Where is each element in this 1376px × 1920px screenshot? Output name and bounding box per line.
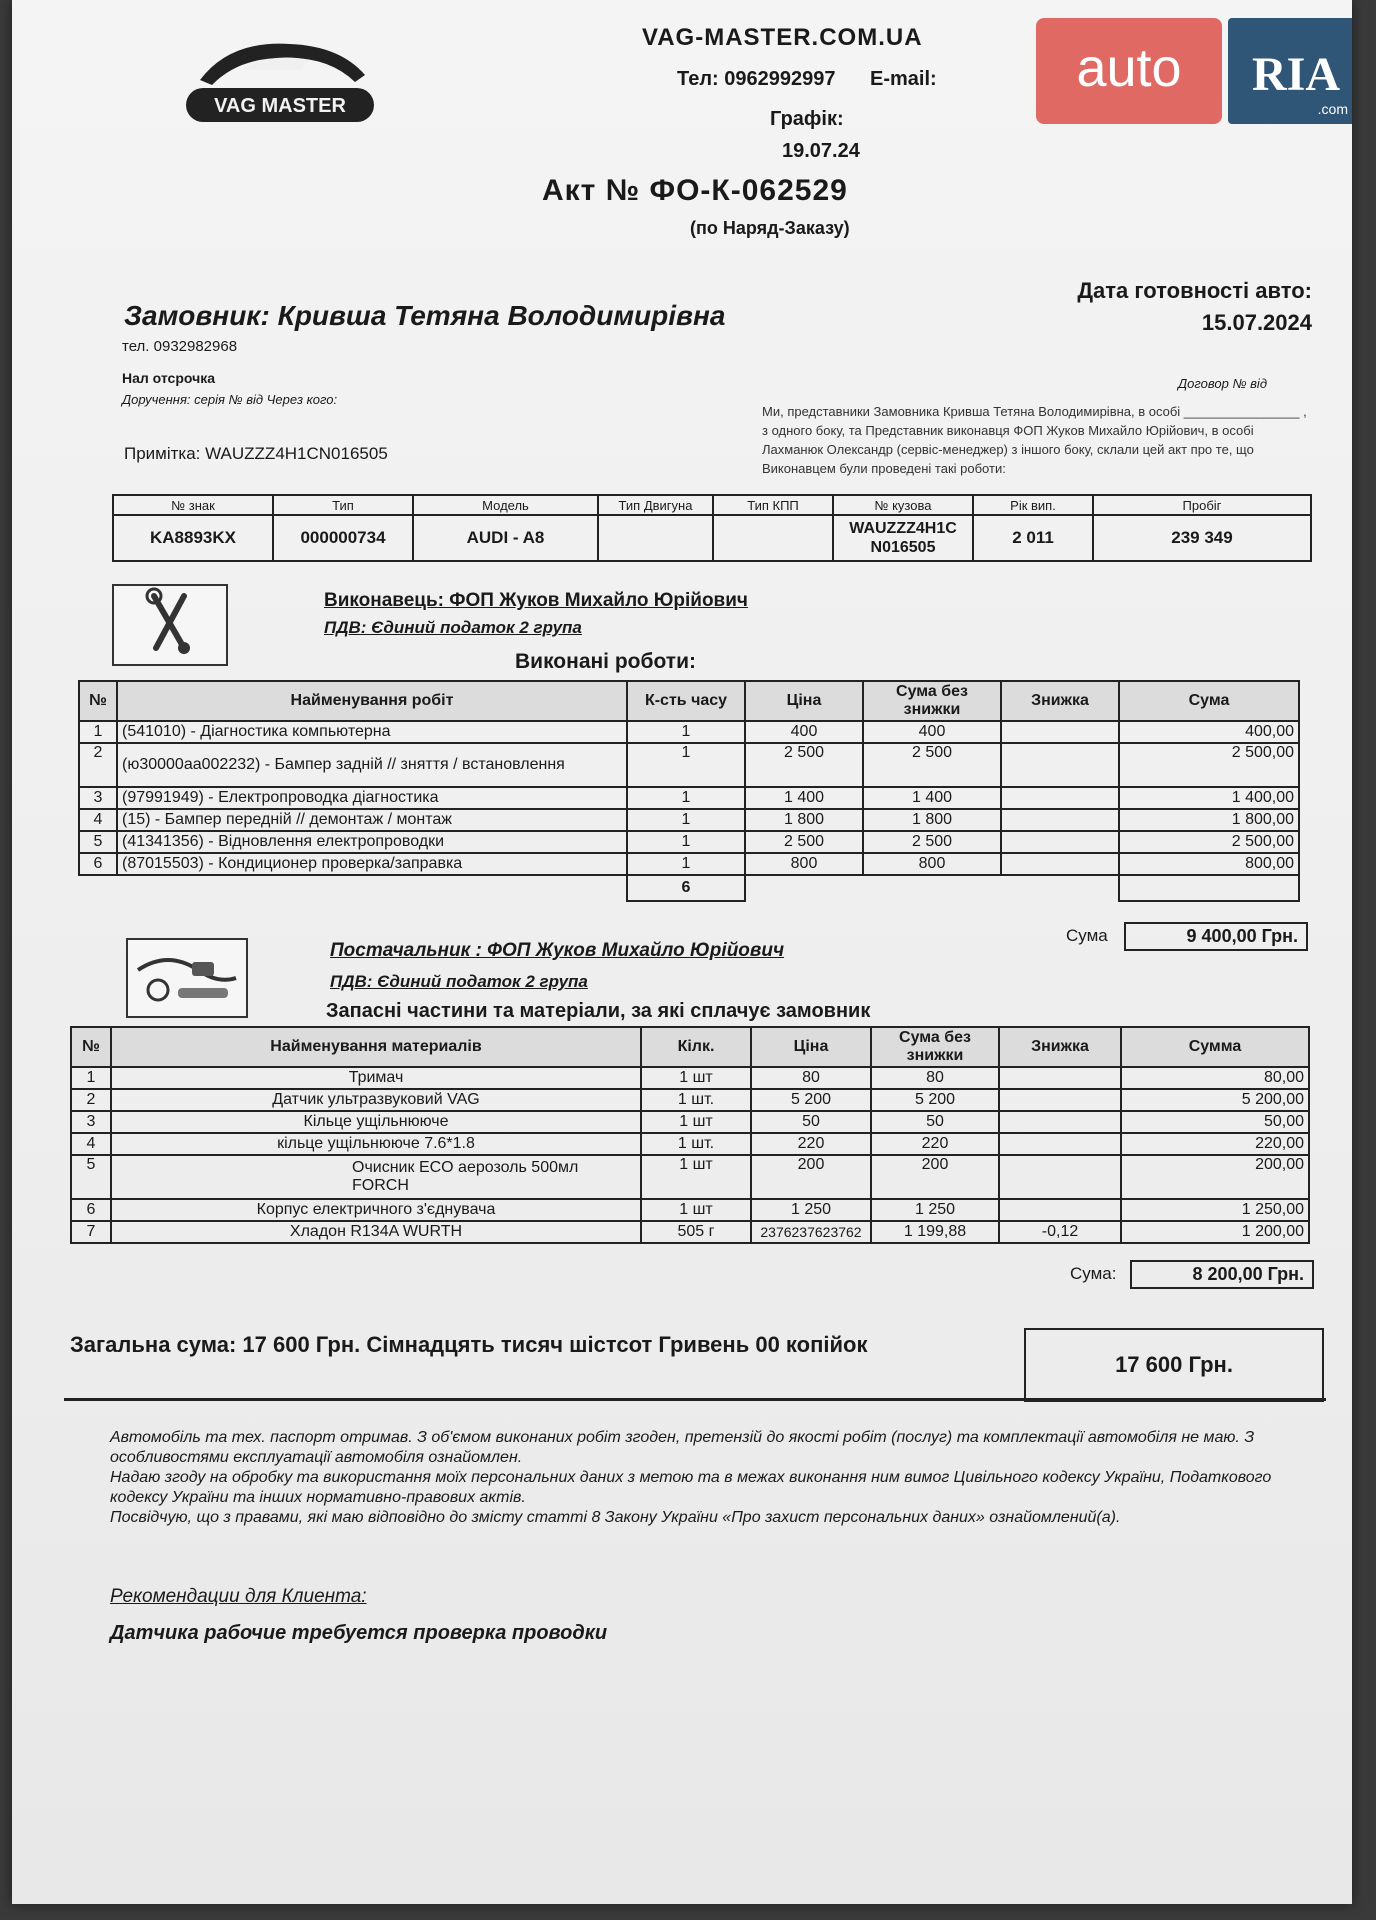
work-hours: 1 xyxy=(627,743,745,787)
row-number: 4 xyxy=(71,1133,111,1155)
works-header: Ціна xyxy=(745,681,863,721)
part-sum-no-discount: 80 xyxy=(871,1067,999,1089)
table-row xyxy=(71,1199,1309,1221)
part-price: 200 xyxy=(751,1155,871,1199)
row-number: 7 xyxy=(71,1221,111,1243)
part-price: 2376237623762 xyxy=(751,1221,871,1243)
works-header: Знижка xyxy=(1001,681,1119,721)
supplier-icon-box xyxy=(126,938,248,1018)
part-name: Корпус електричного з'єднувача xyxy=(111,1199,641,1221)
car-header: Тип КПП xyxy=(713,495,833,515)
phone: Тел: 0962992997 xyxy=(677,68,836,90)
customer-phone: тел. 0932982968 xyxy=(122,338,238,355)
works-sum-label: Сума xyxy=(1066,926,1108,945)
row-number: 2 xyxy=(71,1089,111,1111)
work-price: 400 xyxy=(745,721,863,743)
work-sum-no-discount: 1 800 xyxy=(863,809,1001,831)
part-qty: 1 шт xyxy=(641,1067,751,1089)
part-sum-no-discount: 1 250 xyxy=(871,1199,999,1221)
row-number: 6 xyxy=(71,1199,111,1221)
part-sum: 1 200,00 xyxy=(1121,1221,1309,1243)
part-price: 50 xyxy=(751,1111,871,1133)
table-row xyxy=(79,853,1299,875)
sensor-icon xyxy=(128,940,246,1016)
divider xyxy=(64,1398,1326,1401)
part-name: Тримач xyxy=(111,1067,641,1089)
work-discount xyxy=(1001,721,1119,743)
payment-note: Нал отсрочка xyxy=(122,370,216,386)
part-discount xyxy=(999,1067,1121,1089)
part-sum: 200,00 xyxy=(1121,1155,1309,1199)
row-number: 5 xyxy=(79,831,117,853)
work-discount xyxy=(1001,831,1119,853)
table-row xyxy=(71,1155,1309,1199)
supplier-label: Постачальник : ФОП Жуков Михайло Юрійович xyxy=(330,940,785,961)
recommendations-text: Датчика рабочие требуется проверка проводки xyxy=(110,1622,608,1644)
part-price: 80 xyxy=(751,1067,871,1089)
grand-total-box: 17 600 Грн. xyxy=(1024,1328,1324,1402)
row-number: 2 xyxy=(79,743,117,787)
act-title: Акт № ФО-К-062529 xyxy=(542,174,848,207)
part-sum: 5 200,00 xyxy=(1121,1089,1309,1111)
part-sum-no-discount: 200 xyxy=(871,1155,999,1199)
works-header: Сума xyxy=(1119,681,1299,721)
works-header: Сума без знижки xyxy=(863,681,1001,721)
work-discount xyxy=(1001,809,1119,831)
work-price: 1 800 xyxy=(745,809,863,831)
part-name: кільце ущільнююче 7.6*1.8 xyxy=(111,1133,641,1155)
work-name: (97991949) - Електропроводка діагностика xyxy=(117,787,627,809)
table-row xyxy=(79,743,1299,787)
customer-name: Замовник: Кривша Тетяна Володимирівна xyxy=(124,300,726,331)
site-url: VAG-MASTER.COM.UA xyxy=(642,24,923,51)
vag-master-logo xyxy=(180,30,380,130)
supplier-vat: ПДВ: Єдиний податок 2 група xyxy=(330,972,588,991)
part-price: 220 xyxy=(751,1133,871,1155)
table-row xyxy=(71,1067,1309,1089)
work-name: (15) - Бампер передній // демонтаж / монтаж xyxy=(117,809,627,831)
row-number: 1 xyxy=(79,721,117,743)
parts-header: Сумма xyxy=(1121,1027,1309,1067)
work-sum: 400,00 xyxy=(1119,721,1299,743)
row-number: 1 xyxy=(71,1067,111,1089)
row-number: 3 xyxy=(71,1111,111,1133)
table-row xyxy=(79,721,1299,743)
row-number: 5 xyxy=(71,1155,111,1199)
mandate-line: Доручення: серія № від Через кого: xyxy=(122,392,338,407)
work-sum: 1 400,00 xyxy=(1119,787,1299,809)
parts-title: Запасні частини та матеріали, за які сплачує замовник xyxy=(326,1000,871,1022)
table-row xyxy=(79,831,1299,853)
schedule-label: Графік: xyxy=(770,108,844,130)
works-title: Виконані роботи: xyxy=(515,650,696,673)
part-discount: -0,12 xyxy=(999,1221,1121,1243)
grand-total-label: Загальна сума: 17 600 Грн. Сімнадцять тисяч шістсот Гривень 00 копійок xyxy=(70,1332,868,1357)
part-discount xyxy=(999,1133,1121,1155)
part-sum-no-discount: 50 xyxy=(871,1111,999,1133)
part-sum: 80,00 xyxy=(1121,1067,1309,1089)
autoria-watermark xyxy=(1036,18,1352,126)
car-engine xyxy=(598,515,713,561)
work-sum-no-discount: 400 xyxy=(863,721,1001,743)
work-sum-no-discount: 2 500 xyxy=(863,831,1001,853)
parts-header: Знижка xyxy=(999,1027,1121,1067)
work-price: 1 400 xyxy=(745,787,863,809)
part-qty: 1 шт. xyxy=(641,1089,751,1111)
table-row xyxy=(71,1089,1309,1111)
parts-header: Ціна xyxy=(751,1027,871,1067)
parts-sum-value: 8 200,00 Грн. xyxy=(1130,1260,1314,1289)
part-qty: 1 шт xyxy=(641,1155,751,1199)
part-price: 1 250 xyxy=(751,1199,871,1221)
car-year: 2 011 xyxy=(973,515,1093,561)
work-hours: 1 xyxy=(627,787,745,809)
car-header: Рік вип. xyxy=(973,495,1093,515)
executor-label: Виконавець: ФОП Жуков Михайло Юрійович xyxy=(324,590,748,611)
parts-sum-label: Сума: xyxy=(1070,1264,1117,1283)
disclaimer-line: Надаю згоду на обробку та використання моїх персональних даних з метою та в межах виконання ним вимог Цивільного кодексу України, Податкового кодексу України та інших нормативно-правових актів. xyxy=(110,1469,1272,1506)
wrench-icon xyxy=(114,586,226,664)
work-name: (ю30000аа002232) - Бампер задній // зняття / встановлення xyxy=(117,743,627,787)
part-name: Датчик ультразвуковий VAG xyxy=(111,1089,641,1111)
part-sum-no-discount: 1 199,88 xyxy=(871,1221,999,1243)
disclaimer xyxy=(110,1428,1330,1528)
work-price: 2 500 xyxy=(745,831,863,853)
total-hours: 6 xyxy=(627,875,745,901)
executor-vat: ПДВ: Єдиний податок 2 група xyxy=(324,618,582,637)
car-model: AUDI - A8 xyxy=(413,515,598,561)
work-hours: 1 xyxy=(627,721,745,743)
parts-header: Сума без знижки xyxy=(871,1027,999,1067)
svg-text:auto: auto xyxy=(1076,38,1182,98)
row-number: 3 xyxy=(79,787,117,809)
works-header: № xyxy=(79,681,117,721)
email-label: E-mail: xyxy=(870,68,937,90)
work-price: 800 xyxy=(745,853,863,875)
part-discount xyxy=(999,1089,1121,1111)
work-hours: 1 xyxy=(627,831,745,853)
svg-text:RIA: RIA xyxy=(1251,48,1341,101)
contract-line: Договор № від xyxy=(1178,376,1268,391)
work-sum: 1 800,00 xyxy=(1119,809,1299,831)
work-discount xyxy=(1001,787,1119,809)
car-plate: KA8893KX xyxy=(113,515,273,561)
work-sum: 2 500,00 xyxy=(1119,831,1299,853)
works-sum-value: 9 400,00 Грн. xyxy=(1124,922,1308,951)
table-row xyxy=(79,787,1299,809)
car-body-number: WAUZZZ4H1C N016505 xyxy=(833,515,973,561)
works-header: Найменування робіт xyxy=(117,681,627,721)
part-sum: 220,00 xyxy=(1121,1133,1309,1155)
car-gearbox xyxy=(713,515,833,561)
table-row xyxy=(71,1111,1309,1133)
part-sum: 1 250,00 xyxy=(1121,1199,1309,1221)
car-header: Модель xyxy=(413,495,598,515)
car-header: Пробіг xyxy=(1093,495,1311,515)
part-qty: 1 шт. xyxy=(641,1133,751,1155)
schedule-date: 19.07.24 xyxy=(782,140,860,162)
row-number: 4 xyxy=(79,809,117,831)
car-header: № знак xyxy=(113,495,273,515)
parts-header: Найменування материалів xyxy=(111,1027,641,1067)
receipt-document xyxy=(12,0,1352,1904)
work-name: (41341356) - Відновлення електропроводки xyxy=(117,831,627,853)
work-sum-no-discount: 2 500 xyxy=(863,743,1001,787)
part-name: Очисник ECO аерозоль 500мл FORCH xyxy=(111,1155,641,1199)
part-sum: 50,00 xyxy=(1121,1111,1309,1133)
row-number: 6 xyxy=(79,853,117,875)
parts-header: № xyxy=(71,1027,111,1067)
work-sum-no-discount: 800 xyxy=(863,853,1001,875)
parts-header: Кілк. xyxy=(641,1027,751,1067)
work-discount xyxy=(1001,743,1119,787)
table-row xyxy=(79,809,1299,831)
work-sum: 800,00 xyxy=(1119,853,1299,875)
executor-icon-box xyxy=(112,584,228,666)
work-price: 2 500 xyxy=(745,743,863,787)
part-price: 5 200 xyxy=(751,1089,871,1111)
work-sum: 2 500,00 xyxy=(1119,743,1299,787)
work-hours: 1 xyxy=(627,853,745,875)
car-mileage: 239 349 xyxy=(1093,515,1311,561)
table-row xyxy=(71,1221,1309,1243)
part-sum-no-discount: 220 xyxy=(871,1133,999,1155)
car-header: № кузова xyxy=(833,495,973,515)
works-header: К-сть часу xyxy=(627,681,745,721)
car-header: Тип xyxy=(273,495,413,515)
part-name: Кільце ущільнююче xyxy=(111,1111,641,1133)
part-qty: 1 шт xyxy=(641,1111,751,1133)
part-qty: 1 шт xyxy=(641,1199,751,1221)
act-subtitle: (по Наряд-Заказу) xyxy=(690,218,850,238)
legal-text: Ми, представники Замовника Кривша Тетяна Володимирівна, в особі ________________ , з одного боку, та Представник виконавця ФОП Жуков Михайло Юрійович, в особі Лахманюк Олександр (сервіс-менеджер) з іншого боку, склали цей акт про те, що Виконавцем були проведені такі роботи: xyxy=(762,404,1307,476)
car-type: 000000734 xyxy=(273,515,413,561)
part-discount xyxy=(999,1155,1121,1199)
part-discount xyxy=(999,1111,1121,1133)
svg-text:VAG MASTER: VAG MASTER xyxy=(214,95,346,117)
work-sum-no-discount: 1 400 xyxy=(863,787,1001,809)
works-table xyxy=(78,680,1300,902)
part-discount xyxy=(999,1199,1121,1221)
work-name: (541010) - Діагностика компьютерна xyxy=(117,721,627,743)
ready-date-label: Дата готовності авто: xyxy=(1077,278,1312,303)
car-table xyxy=(112,494,1312,562)
disclaimer-line: Автомобіль та тех. паспорт отримав. З об'ємом виконаних робіт згоден, претензій до якості робіт (послуг) та комплектації автомобіля не маю. З особливостями експлуатації автомобіля ознайомлен. xyxy=(110,1429,1255,1466)
part-name: Хладон R134A WURTH xyxy=(111,1221,641,1243)
work-hours: 1 xyxy=(627,809,745,831)
table-row xyxy=(71,1133,1309,1155)
recommendations-label: Рекомендации для Клиента: xyxy=(110,1586,367,1607)
part-sum-no-discount: 5 200 xyxy=(871,1089,999,1111)
work-name: (87015503) - Кондиционер проверка/заправка xyxy=(117,853,627,875)
car-header: Тип Двигуна xyxy=(598,495,713,515)
disclaimer-line: Посвідчую, що з правами, які маю відповідно до змісту статті 8 Закону України «Про захист персональних даних» ознайомлений(а). xyxy=(110,1509,1121,1526)
svg-text:.com: .com xyxy=(1317,101,1348,117)
work-discount xyxy=(1001,853,1119,875)
ready-date: 15.07.2024 xyxy=(1201,310,1312,335)
vin-note: Примітка: WAUZZZ4H1CN016505 xyxy=(124,444,388,463)
part-qty: 505 г xyxy=(641,1221,751,1243)
parts-table xyxy=(70,1026,1310,1244)
